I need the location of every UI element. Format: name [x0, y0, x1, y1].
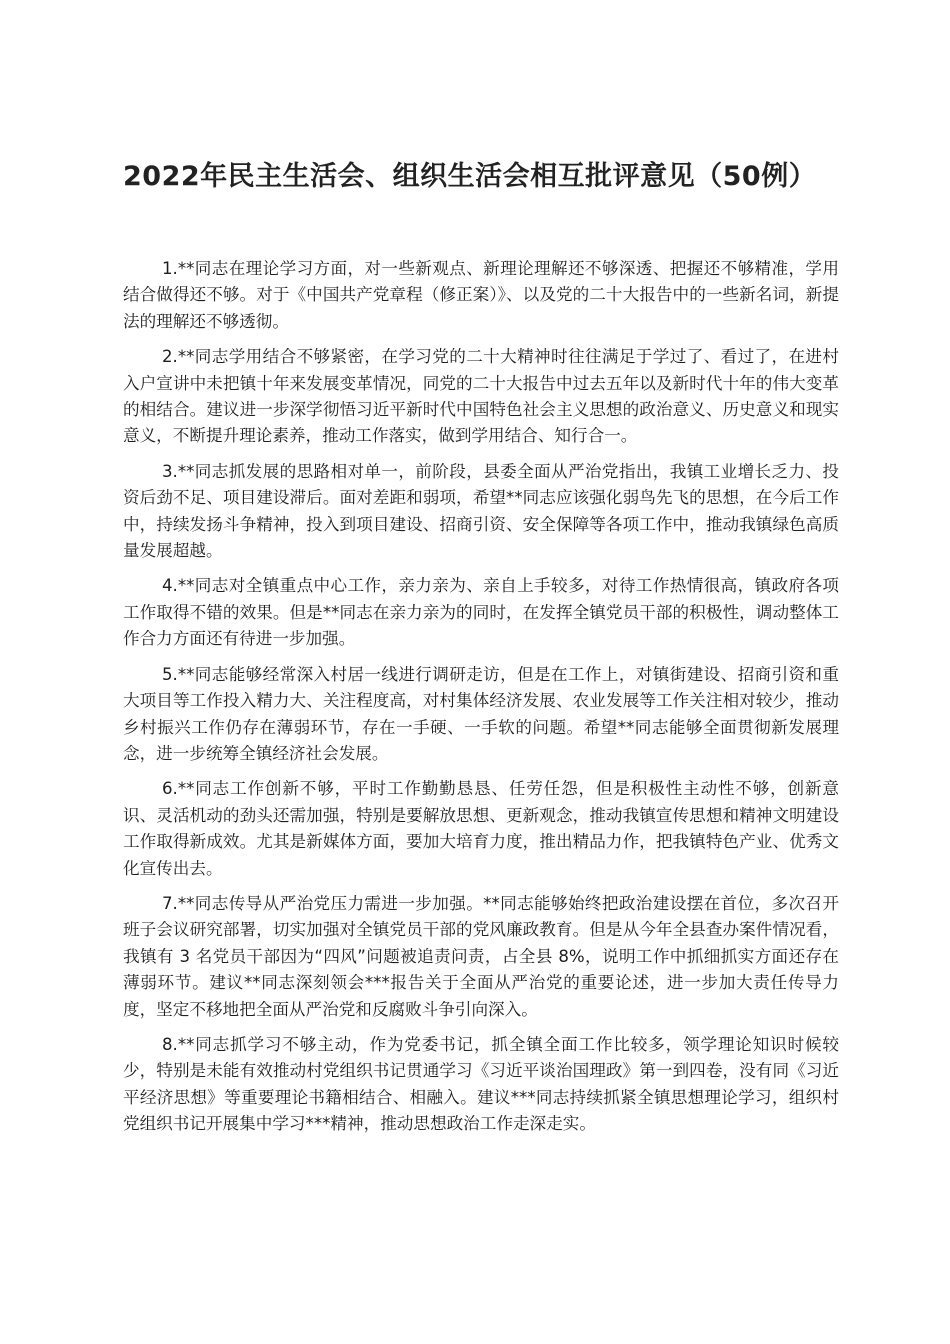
paragraph-1: 1.**同志在理论学习方面，对一些新观点、新理论理解还不够深透、把握还不够精准，学用结合做得还不够。对于《中国共产党章程（修正案）》、以及党的二十大报告中的一些新名词，新提法的理解还不够透彻。	[123, 259, 839, 331]
document-body	[123, 256, 839, 1147]
paragraph-7: 7.**同志传导从严治党压力需进一步加强。**同志能够始终把政治建设摆在首位，多次召开班子会议研究部署，切实加强对全镇党员干部的党风廉政教育。但是从今年全县查办案件情况看，我镇有 3 名党员干部因为“四风”问题被追责问责，占全县 8%，说明工作中抓细抓实方面还存在薄弱环节。建议**同志深刻领会***报告关于全面从严治党的重要论述，进一步加大责任传导力度，坚定不移地把全面从严治党和反腐败斗争引向深入。	[123, 893, 839, 1019]
paragraph-4: 4.**同志对全镇重点中心工作，亲力亲为、亲自上手较多，对待工作热情很高，镇政府各项工作取得不错的效果。但是**同志在亲力亲为的同时，在发挥全镇党员干部的积极性，调动整体工作合力方面还有待进一步加强。	[123, 576, 839, 649]
paragraph-5: 5.**同志能够经常深入村居一线进行调研走访，但是在工作上，对镇街建设、招商引资和重大项目等工作投入精力大、关注程度高，对村集体经济发展、农业发展等工作关注相对较少，推动乡村振兴工作仍存在薄弱环节，存在一手硬、一手软的问题。希望**同志能够全面贯彻新发展理念，进一步统筹全镇经济社会发展。	[123, 664, 839, 763]
paragraph-2: 2.**同志学用结合不够紧密，在学习党的二十大精神时往往满足于学过了、看过了，在进村入户宣讲中未把镇十年来发展变革情况，同党的二十大报告中过去五年以及新时代十年的伟大变革的相结合。建议进一步深学彻悟习近平新时代中国特色社会主义思想的政治意义、历史意义和现实意义，不断提升理论素养，推动工作落实，做到学用结合、知行合一。	[123, 347, 839, 446]
document-title: 2022年民主生活会、组织生活会相互批评意见（50例）	[123, 161, 817, 192]
paragraph-6: 6.**同志工作创新不够，平时工作勤勤恳恳、任劳任怨，但是积极性主动性不够，创新意识、灵活机动的劲头还需加强，特别是要解放思想、更新观念，推动我镇宣传思想和精神文明建设工作取得新成效。尤其是新媒体方面，要加大培育力度，推出精品力作，把我镇特色产业、优秀文化宣传出去。	[123, 779, 839, 878]
paragraph-3: 3.**同志抓发展的思路相对单一，前阶段，县委全面从严治党指出，我镇工业增长乏力、投资后劲不足、项目建设滞后。面对差距和弱项，希望**同志应该强化弱鸟先飞的思想，在今后工作中，持续发扬斗争精神，投入到项目建设、招商引资、安全保障等各项工作中，推动我镇绿色高质量发展超越。	[123, 461, 839, 561]
paragraph-8: 8.**同志抓学习不够主动，作为党委书记，抓全镇全面工作比较多，领学理论知识时候较少，特别是未能有效推动村党组织书记贯通学习《习近平谈治国理政》第一到四卷，没有同《习近平经济思想》等重要理论书籍相结合、相融入。建议***同志持续抓紧全镇思想理论学习，组织村党组织书记开展集中学习***精神，推动思想政治工作走深走实。	[123, 1034, 839, 1134]
